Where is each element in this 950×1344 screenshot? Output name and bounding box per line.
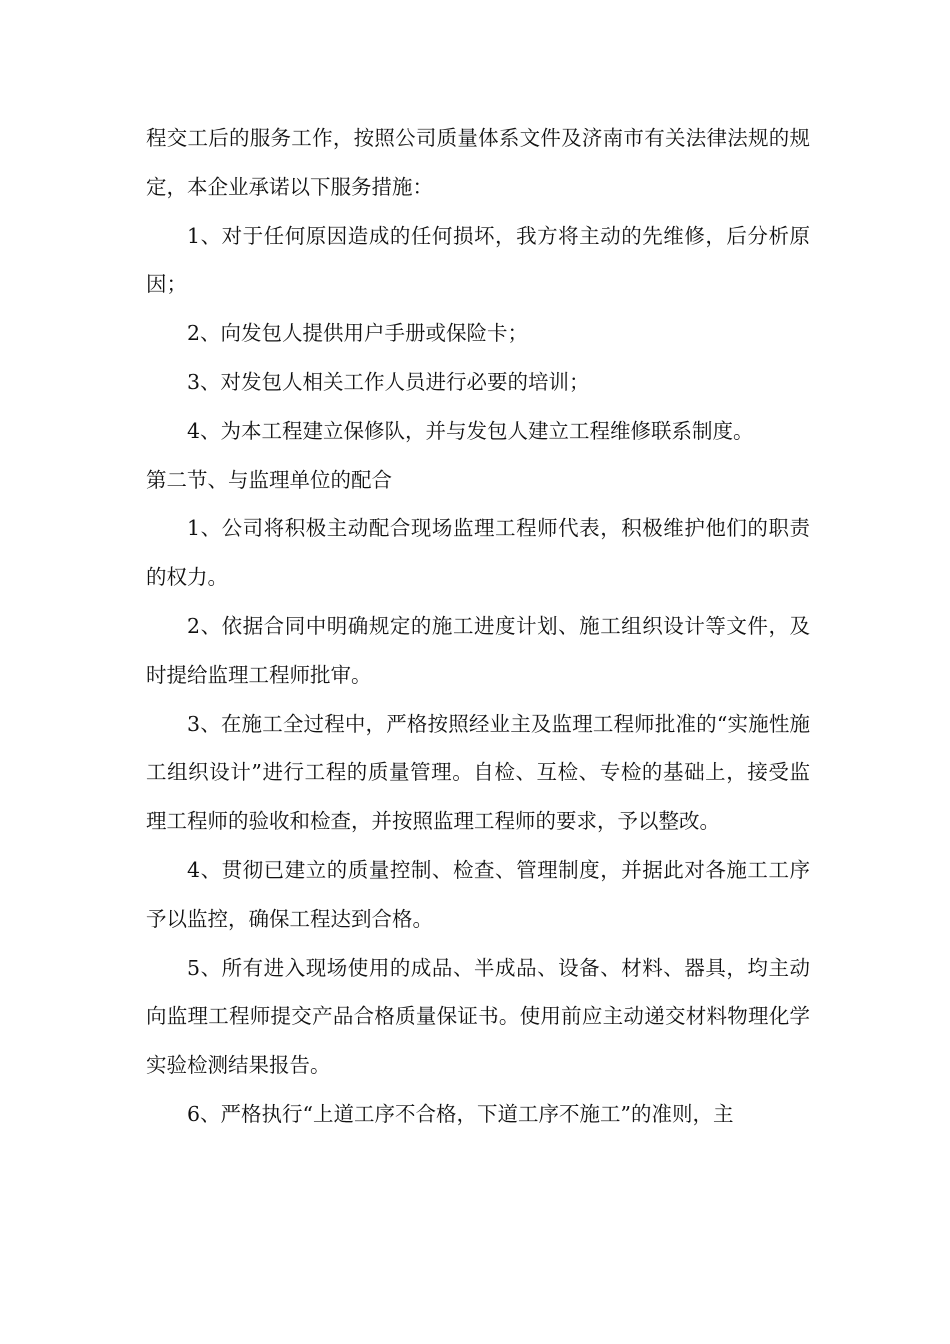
section-heading: 第二节、与监理单位的配合 <box>146 467 392 492</box>
paragraph-intro: 程交工后的服务工作，按照公司质量体系文件及济南市有关法律法规的规定，本企业承诺以下服务措施： <box>146 126 810 199</box>
paragraph-coop-3: 3、在施工全过程中，严格按照经业主及监理工程师批准的“实施性施工组织设计”进行工程的质量管理。自检、互检、专检的基础上，接受监理工程师的验收和检查，并按照监理工程师的要求，予以整改。 <box>146 711 810 834</box>
paragraph-service-4: 4、为本工程建立保修队，并与发包人建立工程维修联系制度。 <box>187 418 754 443</box>
paragraph-coop-5: 5、所有进入现场使用的成品、半成品、设备、材料、器具，均主动向监理工程师提交产品合格质量保证书。使用前应主动递交材料物理化学实验检测结果报告。 <box>146 955 810 1078</box>
paragraph-coop-4: 4、贯彻已建立的质量控制、检查、管理制度，并据此对各施工工序予以监控，确保工程达到合格。 <box>146 857 810 931</box>
document-body <box>146 114 810 1139</box>
paragraph-service-2: 2、向发包人提供用户手册或保险卡； <box>187 321 529 346</box>
paragraph-coop-1: 1、公司将积极主动配合现场监理工程师代表，积极维护他们的职责的权力。 <box>146 516 810 590</box>
paragraph-service-1: 1、对于任何原因造成的任何损坏，我方将主动的先维修，后分析原因； <box>146 223 810 297</box>
paragraph-coop-6: 6、严格执行“上道工序不合格，下道工序不施工”的准则，主 <box>187 1101 734 1126</box>
paragraph-service-3: 3、对发包人相关工作人员进行必要的培训； <box>187 369 590 394</box>
paragraph-coop-2: 2、依据合同中明确规定的施工进度计划、施工组织设计等文件，及时提给监理工程师批审。 <box>146 613 810 687</box>
